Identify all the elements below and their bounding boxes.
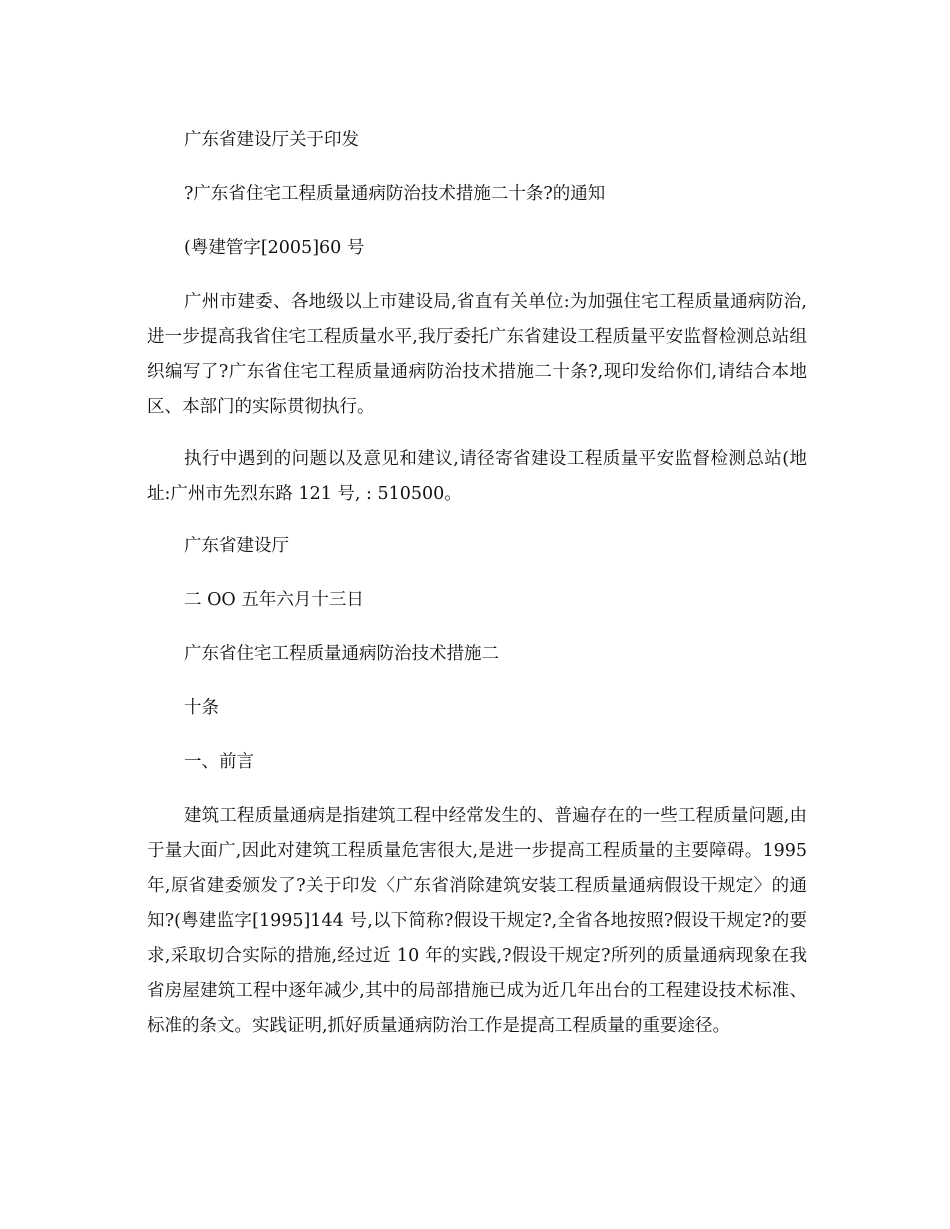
- measures-title-line1: 广东省住宅工程质量通病防治技术措施二: [184, 644, 499, 664]
- issue-date: 二 OO 五年六月十三日: [184, 590, 364, 610]
- notice-body-paragraph: 广州市建委、各地级以上市建设局,省直有关单位:为加强住宅工程质量通病防治,进一步提高我省住宅工程质量水平,我厅委托广东省建设工程质量平安监督检测总站组织编写了?广东省住宅工程质量通病防治技术措施二十条?,现印发给你们,请结合本地区、本部门的实际贯彻执行。: [147, 292, 807, 417]
- measures-title-line2: 十条: [184, 698, 219, 718]
- notice-title-line1: 广东省建设厅关于印发: [184, 130, 359, 150]
- issuer-name: 广东省建设厅: [184, 536, 289, 556]
- preface-paragraph: 建筑工程质量通病是指建筑工程中经常发生的、普遍存在的一些工程质量问题,由于量大面广,因此对建筑工程质量危害很大,是进一步提高工程质量的主要障碍。1995 年,原省建委颁发了?关于印发〈广东省消除建筑安装工程质量通病假设干规定〉的通知?(粤建监字[1995]144 号,以下简称?假设干规定?,全省各地按照?假设干规定?的要求,采取切合实际的措施,经过近 10 年的实践,?假设干规定?所列的质量通病现象在我省房屋建筑工程中逐年减少,其中的局部措施已成为近几年出台的工程建设技术标准、标准的条文。实践证明,抓好质量通病防治工作是提高工程质量的重要途径。: [147, 806, 807, 1036]
- document-body: [147, 123, 807, 1061]
- feedback-paragraph: 执行中遇到的问题以及意见和建议,请径寄省建设工程质量平安监督检测总站(地址:广州市先烈东路 121 号, : 510500。: [147, 449, 807, 504]
- document-number: (粤建管字[2005]60 号: [184, 238, 365, 258]
- notice-title-line2: ?广东省住宅工程质量通病防治技术措施二十条?的通知: [184, 184, 606, 204]
- section-heading-preface: 一、前言: [184, 752, 254, 772]
